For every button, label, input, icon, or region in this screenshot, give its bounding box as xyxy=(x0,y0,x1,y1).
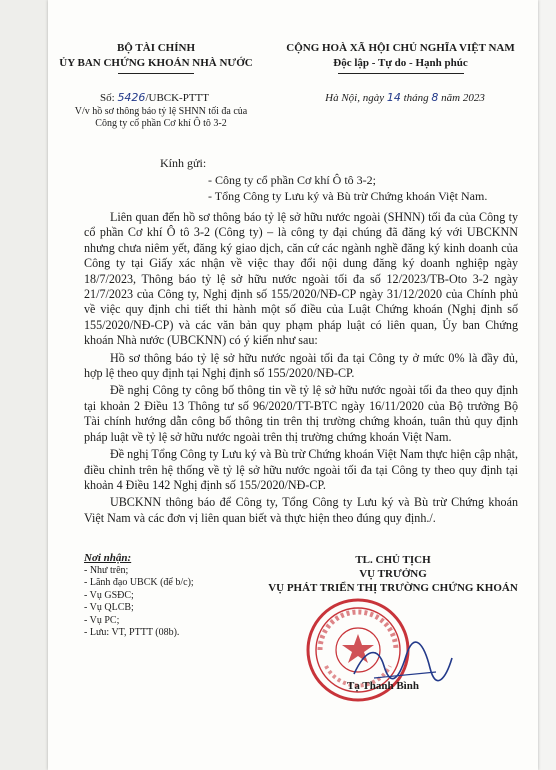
notes-item: - Lưu: VT, PTTT (08b). xyxy=(84,627,180,639)
body-paragraph-3: Đề nghị Công ty công bố thông tin về tỷ lệ sở hữu nước ngoài tối đa theo quy định tại khoản 2 Điều 13 Thông tư số 96/2020/TT-BTC ngày 16/11/2020 của Bộ trưởng Bộ Tài chính hướng dẫn công bố thông tin trên thị trường chứng khoán, tuân thủ quy định pháp luật về tỷ lệ sở hữu nước ngoài trên thị trường chứng khoán Việt Nam. xyxy=(84,383,518,444)
body-paragraph-2: Hồ sơ thông báo tỷ lệ sở hữu nước ngoài tối đa tại Công ty ở mức 0% là đầy đủ, hợp lệ theo quy định tại Nghị định số 155/2020/NĐ-CP. xyxy=(84,350,518,381)
motto-underline xyxy=(338,73,464,74)
ministry-name: BỘ TÀI CHÍNH xyxy=(116,42,196,54)
signature-line-2: VỤ TRƯỞNG xyxy=(359,568,427,580)
subject-line-1: V/v hồ sơ thông báo tỷ lệ SHNN tối đa của xyxy=(74,106,248,117)
date-day: 14 xyxy=(386,91,401,104)
recipients-notes xyxy=(84,552,254,639)
notes-item: - Vụ QLCB; xyxy=(84,602,134,614)
date-suffix: năm 2023 xyxy=(441,92,485,104)
scan-margin xyxy=(0,0,48,770)
issue-date xyxy=(270,91,540,104)
signer-name: Tạ Thanh Bình xyxy=(347,680,419,692)
doc-no-suffix: /UBCK-PTTT xyxy=(145,92,209,104)
body-paragraph-1: Liên quan đến hồ sơ thông báo tỷ lệ sở hữu nước ngoài (SHNN) tối đa của Công ty cổ phần Cơ khí Ô tô 3-2 (Công ty) – là công ty đại chúng đã đăng ký với UBCKNN nhưng chưa niêm yết, đăng ký giao dịch, căn cứ các ngành nghề đăng ký kinh doanh của Công ty tại Giấy xác nhận về việc thay đổi nội dung đăng ký doanh nghiệp ngày 18/7/2023, Thông báo tỷ lệ sở hữu nước ngoài tối đa số 12/2023/TB-Oto 3-2 ngày 21/7/2023 của Công ty, Nghị định số 155/2020/NĐ-CP ngày 31/12/2020 của Chính phủ về việc quy định chi tiết thi hành một số điều của Luật Chứng khoán (Nghị định số 155/2020/NĐ-CP) và các văn bản quy phạm pháp luật có liên quan, Ủy ban Chứng khoán Nhà nước (UBCKNN) có ý kiến như sau: xyxy=(84,210,518,348)
doc-no-handwritten: 5426 xyxy=(117,91,146,104)
subject-line-2: Công ty cổ phần Cơ khí Ô tô 3-2 xyxy=(95,118,227,129)
date-mid: tháng xyxy=(403,92,429,104)
body-paragraph-4: Đề nghị Tổng Công ty Lưu ký và Bù trừ Chứng khoán Việt Nam thực hiện cập nhật, điều chỉnh trên hệ thống về tỷ lệ sở hữu nước ngoài tối đa tại Công ty theo quy định tại khoản 4 Điều 142 Nghị định số 155/2020/NĐ-CP. xyxy=(84,447,518,492)
nation-motto: Độc lập - Tự do - Hạnh phúc xyxy=(333,57,468,69)
signature-block xyxy=(258,553,528,595)
header-left-underline xyxy=(118,73,194,74)
document-page xyxy=(48,0,538,770)
notes-item: - Vụ PC; xyxy=(84,614,120,626)
recipient-item: - Công ty cổ phần Cơ khí Ô tô 3-2; xyxy=(208,173,376,187)
nation-title: CỘNG HOÀ XÃ HỘI CHỦ NGHĨA VIỆT NAM xyxy=(286,42,515,54)
notes-title: Nơi nhận: xyxy=(84,552,132,564)
date-month: 8 xyxy=(431,91,439,104)
signature-line-1: TL. CHỦ TỊCH xyxy=(355,554,431,566)
recipients-list xyxy=(208,172,538,204)
recipient-item: - Tổng Công ty Lưu ký và Bù trừ Chứng khoán Việt Nam. xyxy=(208,189,488,203)
recipients-label: Kính gửi: xyxy=(160,156,207,170)
body-paragraph-5: UBCKNN thông báo để Công ty, Tổng Công ty Lưu ký và Bù trừ Chứng khoán Việt Nam và các đơn vị liên quan biết và thực hiện theo đúng quy định./. xyxy=(84,495,518,525)
notes-item: - Vụ GSĐC; xyxy=(84,589,134,601)
notes-list xyxy=(84,565,254,639)
date-prefix: Hà Nội, ngày xyxy=(325,92,385,104)
document-subject xyxy=(46,106,276,130)
committee-name: ỦY BAN CHỨNG KHOÁN NHÀ NƯỚC xyxy=(59,57,253,69)
letter-body xyxy=(84,210,518,528)
notes-item: - Như trên; xyxy=(84,565,129,576)
notes-item: - Lãnh đạo UBCK (để b/c); xyxy=(84,577,194,589)
doc-no-prefix: Số: xyxy=(100,92,115,104)
signature-line-3: VỤ PHÁT TRIỂN THỊ TRƯỜNG CHỨNG KHOÁN xyxy=(268,582,518,594)
